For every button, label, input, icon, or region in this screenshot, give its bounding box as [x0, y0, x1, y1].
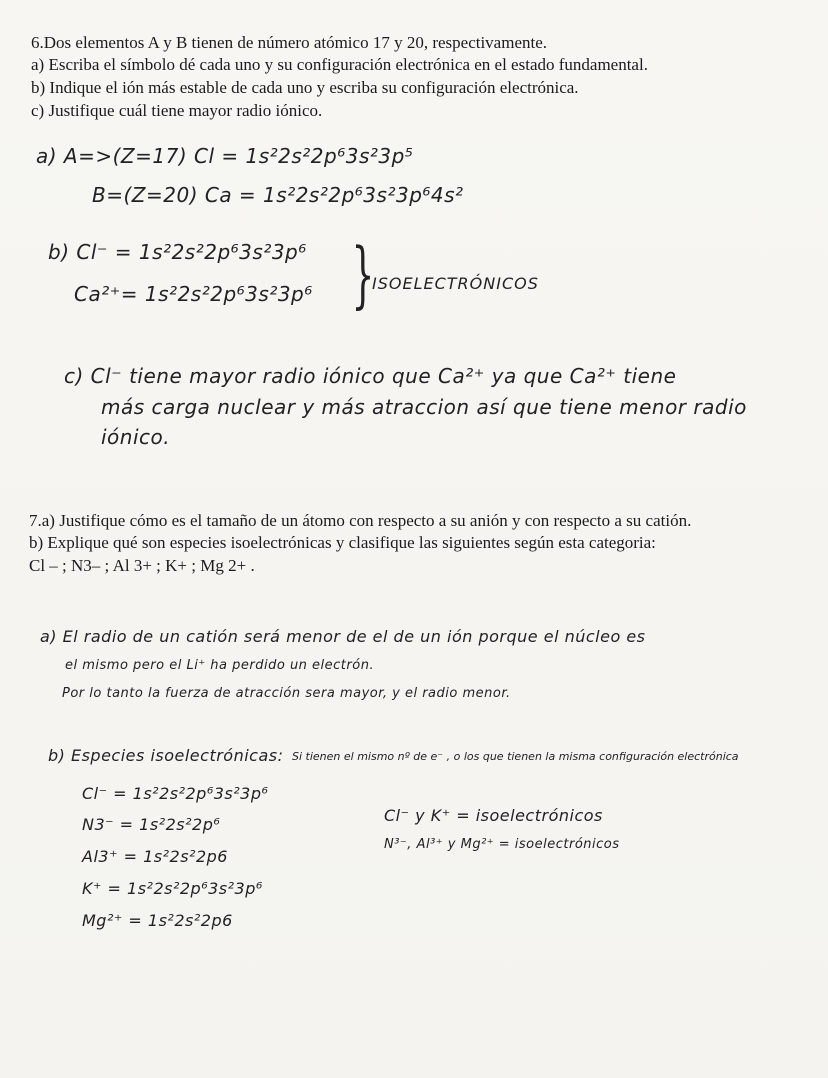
ans6-c-line3: iónico. [101, 425, 171, 449]
q6-part-c: c) Justifique cuál tiene mayor radio iónico. [31, 101, 323, 120]
q7-part-a: 7.a) Justifique cómo es el tamaño de un átomo con respecto a su anión y con respecto a su catión. [29, 511, 692, 530]
q6-title: 6.Dos elementos A y B tienen de número atómico 17 y 20, respectivamente. [31, 33, 548, 52]
config-n: N3⁻ = 1s²2s²2p⁶ [82, 815, 221, 834]
q6-part-b: b) Indique el ión más estable de cada uno y escriba su configuración electrónica. [31, 78, 579, 97]
ans6-c-line1: c) Cl⁻ tiene mayor radio iónico que Ca²⁺ ya que Ca²⁺ tiene [64, 364, 677, 388]
ans7-a-line2: el mismo pero el Li⁺ ha perdido un electrón. [65, 658, 375, 673]
ans6-c-line2: más carga nuclear y más atraccion así que tiene menor radio [101, 395, 747, 419]
ans6-b-line2: Ca²⁺= 1s²2s²2p⁶3s²3p⁶ [74, 282, 313, 306]
config-cl: Cl⁻ = 1s²2s²2p⁶3s²3p⁶ [82, 784, 269, 803]
q6-part-a: a) Escriba el símbolo dé cada uno y su configuración electrónica en el estado fundamental. [31, 55, 648, 74]
config-k: K⁺ = 1s²2s²2p⁶3s²3p⁶ [82, 879, 263, 898]
curly-brace-icon: } [351, 232, 375, 316]
ans7-b-heading: b) Especies isoelectrónicas: [48, 746, 284, 765]
ans6-isoelectronic-label: ISOELECTRÓNICOS [372, 274, 539, 293]
config-mg: Mg²⁺ = 1s²2s²2p6 [82, 911, 233, 930]
ans6-b-line1: b) Cl⁻ = 1s²2s²2p⁶3s²3p⁶ [48, 240, 307, 264]
ans7-a-line1: a) El radio de un catión será menor de el de un ión porque el núcleo es [40, 627, 646, 646]
iso-pair-cl-k: Cl⁻ y K⁺ = isoelectrónicos [384, 806, 603, 825]
config-al: Al3⁺ = 1s²2s²2p6 [82, 847, 228, 866]
ans6-a-line1: a) A=>(Z=17) Cl = 1s²2s²2p⁶3s²3p⁵ [36, 144, 414, 168]
ans7-b-definition: Si tienen el mismo nº de e⁻ , o los que tienen la misma configuración electrónica [292, 750, 739, 763]
iso-group-n-al-mg: N³⁻, Al³⁺ y Mg²⁺ = isoelectrónicos [384, 837, 620, 852]
ans6-a-line2: B=(Z=20) Ca = 1s²2s²2p⁶3s²3p⁶4s² [92, 183, 464, 207]
q7-species-list: Cl – ; N3– ; Al 3+ ; K+ ; Mg 2+ . [29, 556, 255, 575]
ans7-a-line3: Por lo tanto la fuerza de atracción sera mayor, y el radio menor. [62, 686, 511, 701]
q7-part-b: b) Explique qué son especies isoelectrónicas y clasifique las siguientes según esta categoria: [29, 533, 656, 552]
